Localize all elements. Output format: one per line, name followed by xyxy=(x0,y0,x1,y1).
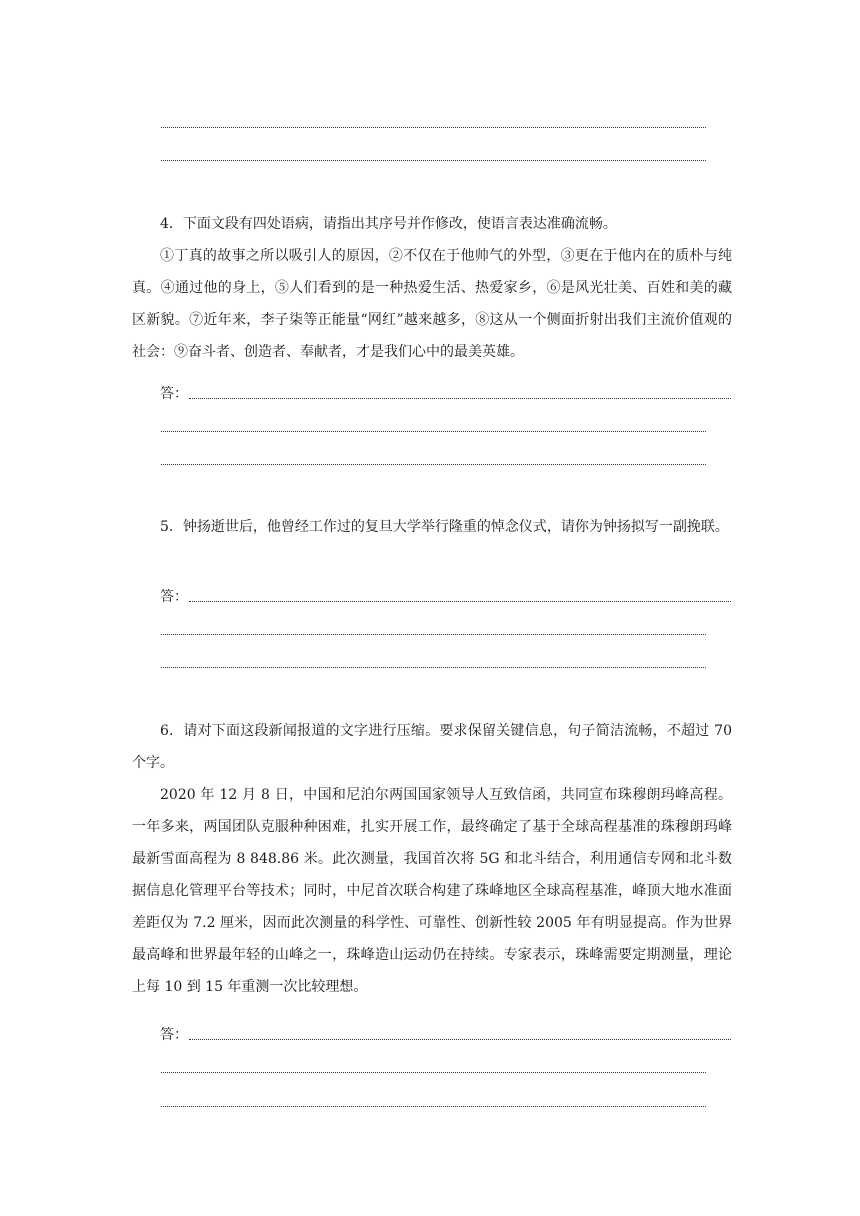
question-5-title: 5．钟扬逝世后，他曾经工作过的复旦大学举行隆重的悼念仪式，请你为钟扬拟写一副挽联。 xyxy=(160,519,729,535)
question-4-passage: ①丁真的故事之所以吸引人的原因，②不仅在于他帅气的外型，③更在于他内在的质朴与纯真。④通过他的身上，⑤人们看到的是一种热爱生活、热爱家乡，⑥是风光壮美、百姓和美的藏区新貌。⑦近年来，李子柒等正能量“网红”越来越多，⑧这从一个侧面折射出我们主流价值观的社会：⑨奋斗者、创造者、奉献者，才是我们心中的最美英雄。 xyxy=(132,248,732,360)
question-6-answer-label: 答： xyxy=(160,1027,188,1043)
question-5-answer-line[interactable] xyxy=(161,667,706,668)
question-4-title: 4．下面文段有四处语病，请指出其序号并作修改，使语言表达准确流畅。 xyxy=(160,216,617,232)
question-6-answer-line[interactable] xyxy=(161,1106,706,1107)
answer-line[interactable] xyxy=(161,160,706,161)
question-4-answer-line[interactable] xyxy=(189,398,731,399)
question-4-answer-label: 答： xyxy=(160,386,188,402)
question-6-passage: 2020 年 12 月 8 日，中国和尼泊尔两国国家领导人互致信函，共同宣布珠穆朗玛峰高程。一年多来，两国团队克服种种困难，扎实开展工作，最终确定了基于全球高程基准的珠穆朗玛峰最新雪面高程为 8 848.86 米。此次测量，我国首次将 5G 和北斗结合，利用通信专网和北斗数据信息化管理平台等技术；同时，中尼首次联合构建了珠峰地区全球高程基准，峰顶大地水准面差距仅为 7.2 厘米，因而此次测量的科学性、可靠性、创新性较 2005 年有明显提高。作为世界最高峰和世界最年轻的山峰之一，珠峰造山运动仍在持续。专家表示，珠峰需要定期测量，理论上每 10 到 15 年重测一次比较理想。 xyxy=(132,787,732,995)
question-5-answer-label: 答： xyxy=(160,589,188,605)
question-4-answer-line[interactable] xyxy=(161,431,706,432)
answer-line[interactable] xyxy=(161,127,706,128)
question-5-answer-line[interactable] xyxy=(189,601,731,602)
question-6-answer-line[interactable] xyxy=(161,1072,706,1073)
question-6-answer-line[interactable] xyxy=(189,1039,731,1040)
question-4-answer-line[interactable] xyxy=(161,464,706,465)
question-5-answer-line[interactable] xyxy=(161,634,706,635)
question-6-title: 6．请对下面这段新闻报道的文字进行压缩。要求保留关键信息，句子简洁流畅，不超过 70 个字。 xyxy=(132,723,732,771)
